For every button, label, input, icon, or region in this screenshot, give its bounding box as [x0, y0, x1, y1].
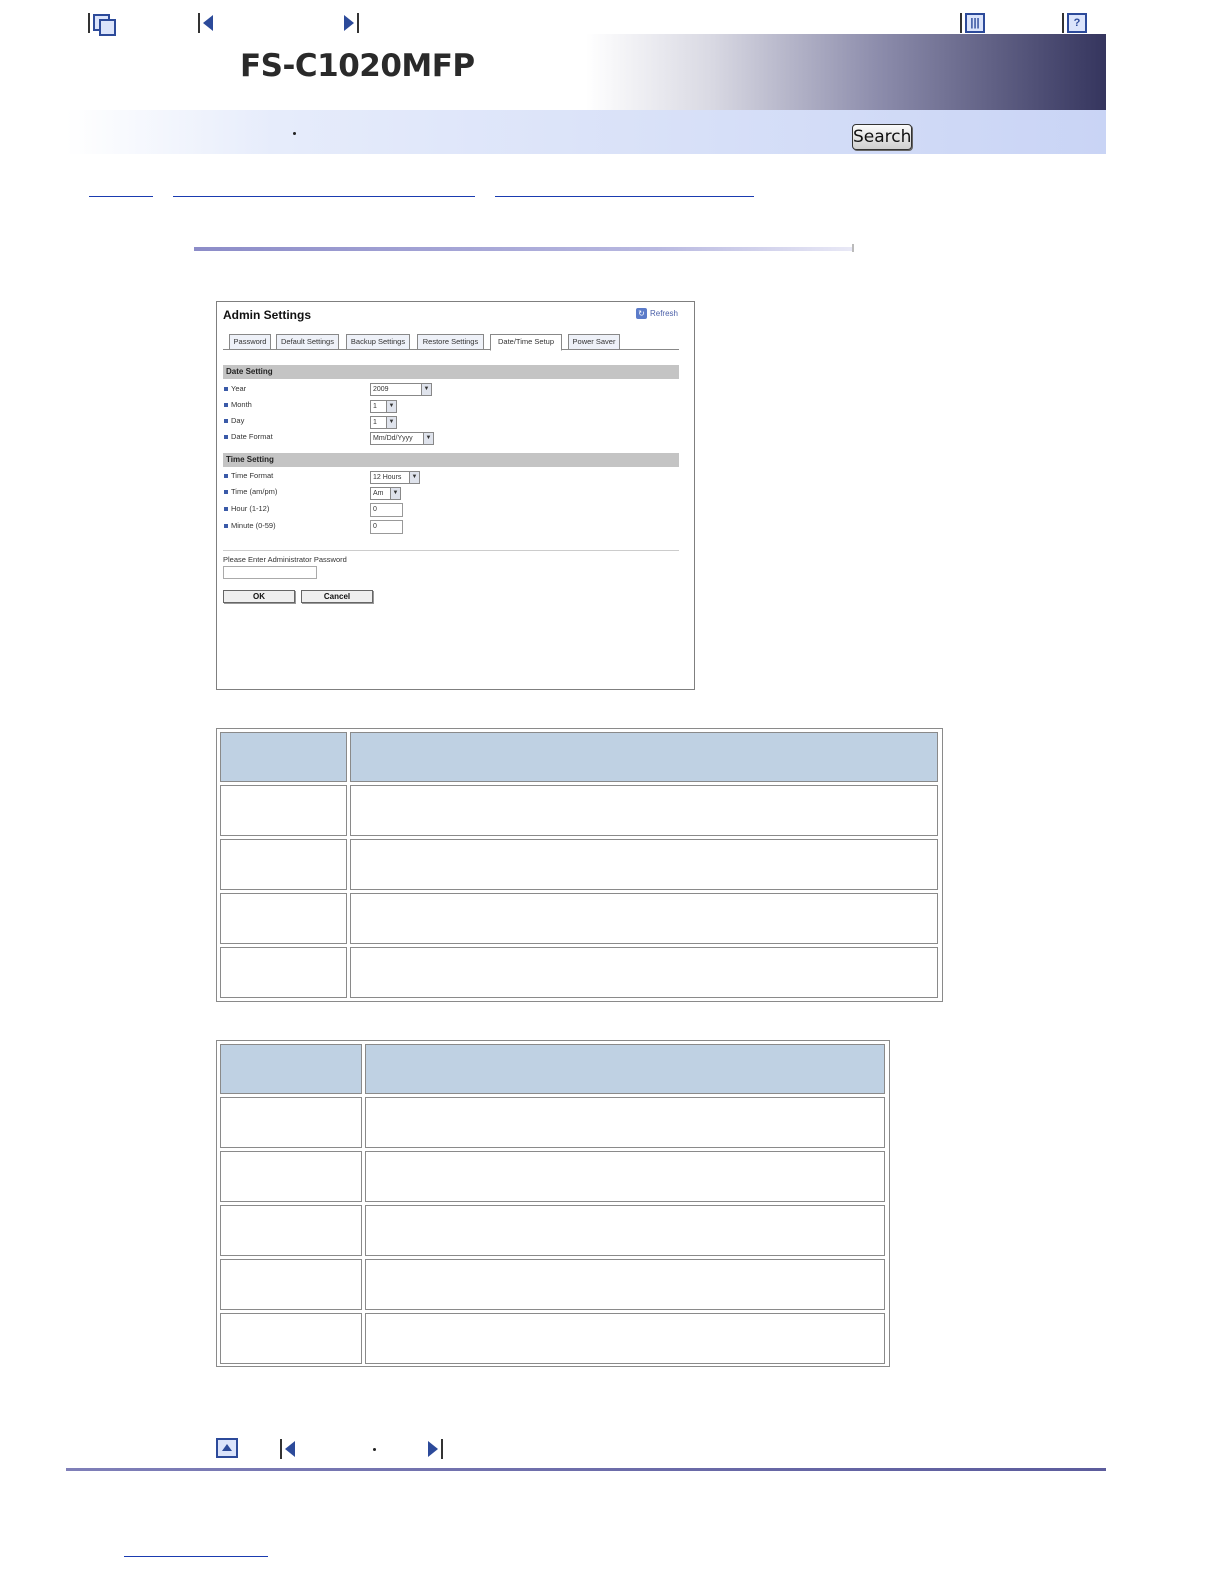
table-header-cell [220, 1044, 362, 1094]
previous-arrow-icon [285, 1441, 295, 1457]
refresh-label: Refresh [649, 309, 678, 318]
search-button[interactable]: Search [852, 124, 912, 150]
year-select[interactable]: 2009 ▼ [370, 383, 432, 396]
table-cell [220, 785, 347, 836]
table-cell [350, 893, 938, 944]
divider-icon [198, 13, 200, 33]
time-format-select[interactable]: 12 Hours ▼ [370, 471, 420, 484]
divider-icon [441, 1439, 443, 1459]
table-header-cell [350, 732, 938, 782]
table-cell [365, 1151, 885, 1202]
settings-table-1 [216, 728, 943, 1002]
page-separator-dot [373, 1448, 376, 1451]
day-select[interactable]: 1 ▼ [370, 416, 397, 429]
table-cell [220, 1151, 362, 1202]
footer-rule [66, 1468, 1106, 1471]
top-page-icon [93, 14, 113, 32]
table-cell [220, 839, 347, 890]
dropdown-arrow-icon: ▼ [386, 417, 396, 428]
month-select[interactable]: 1 ▼ [370, 400, 397, 413]
cancel-button[interactable]: Cancel [301, 590, 373, 603]
time-setting-header: Time Setting [223, 453, 679, 467]
tab-date-time-setup[interactable]: Date/Time Setup [490, 334, 562, 351]
dropdown-arrow-icon: ▼ [390, 488, 400, 499]
dropdown-arrow-icon: ▼ [386, 401, 396, 412]
dropdown-arrow-icon: ▼ [421, 384, 431, 395]
table-header-cell [220, 732, 347, 782]
top-page-button[interactable] [88, 12, 113, 34]
divider-icon [960, 13, 962, 33]
table-cell [365, 1259, 885, 1310]
divider-icon [280, 1439, 282, 1459]
dropdown-arrow-icon: ▼ [409, 472, 419, 483]
table-cell [365, 1097, 885, 1148]
previous-page-button[interactable] [198, 12, 213, 34]
divider-icon [1062, 13, 1064, 33]
tab-password[interactable]: Password [229, 334, 271, 350]
admin-password-input[interactable] [223, 566, 317, 579]
minute-label: Minute (0-59) [224, 521, 276, 530]
header-banner [66, 34, 1106, 110]
next-arrow-icon [344, 15, 354, 31]
table-cell [220, 1259, 362, 1310]
table-header-cell [365, 1044, 885, 1094]
time-am-pm-label: Time (am/pm) [224, 487, 277, 496]
admin-settings-title: Admin Settings [223, 308, 312, 322]
minute-input[interactable]: 0 [370, 520, 403, 534]
table-cell [365, 1205, 885, 1256]
refresh-icon: ↻ [636, 308, 647, 319]
admin-password-label: Please Enter Administrator Password [223, 555, 347, 564]
tab-default-settings[interactable]: Default Settings [276, 334, 339, 350]
month-label: Month [224, 400, 252, 409]
admin-settings-screenshot [216, 301, 695, 690]
bottom-previous-page-button[interactable] [280, 1438, 295, 1460]
ok-button[interactable]: OK [223, 590, 295, 603]
settings-table-2 [216, 1040, 890, 1367]
hour-input[interactable]: 0 [370, 503, 403, 517]
help-icon: ? [1067, 13, 1087, 33]
day-label: Day [224, 416, 244, 425]
previous-arrow-icon [203, 15, 213, 31]
year-label: Year [224, 384, 246, 393]
next-page-button[interactable] [344, 12, 362, 34]
hour-label: Hour (1-12) [224, 504, 269, 513]
section-heading-rule [194, 247, 854, 251]
divider-icon [357, 13, 359, 33]
settings-button[interactable] [960, 12, 985, 34]
table-cell [220, 1313, 362, 1364]
nav-bar [66, 110, 1106, 154]
tab-power-saver[interactable]: Power Saver [568, 334, 620, 350]
refresh-link[interactable] [636, 308, 678, 319]
tab-restore-settings[interactable]: Restore Settings [417, 334, 484, 350]
table-cell [365, 1313, 885, 1364]
table-cell [350, 839, 938, 890]
table-cell [220, 947, 347, 998]
back-to-top-button[interactable] [216, 1438, 238, 1458]
table-cell [350, 785, 938, 836]
page-separator-dot [293, 132, 296, 135]
divider-icon [88, 13, 90, 33]
breadcrumb-link-1[interactable] [89, 196, 153, 197]
time-am-pm-select[interactable]: Am ▼ [370, 487, 401, 500]
form-divider [223, 550, 679, 551]
date-setting-header: Date Setting [223, 365, 679, 379]
next-arrow-icon [428, 1441, 438, 1457]
date-format-select[interactable]: Mm/Dd/Yyyy ▼ [370, 432, 434, 445]
date-format-label: Date Format [224, 432, 273, 441]
settings-tabs [223, 332, 679, 350]
footer-link[interactable] [124, 1556, 268, 1557]
table-cell [350, 947, 938, 998]
table-cell [220, 1205, 362, 1256]
product-title: FS-C1020MFP [240, 48, 475, 84]
tab-backup-settings[interactable]: Backup Settings [346, 334, 410, 350]
table-cell [220, 893, 347, 944]
bottom-next-page-button[interactable] [428, 1438, 446, 1460]
time-format-label: Time Format [224, 471, 273, 480]
breadcrumb-link-3[interactable] [495, 196, 754, 197]
sliders-icon: ||| [965, 13, 985, 33]
table-cell [220, 1097, 362, 1148]
help-button[interactable] [1062, 12, 1087, 34]
dropdown-arrow-icon: ▼ [423, 433, 433, 444]
breadcrumb-link-2[interactable] [173, 196, 475, 197]
section-heading-rule-end [852, 244, 854, 252]
